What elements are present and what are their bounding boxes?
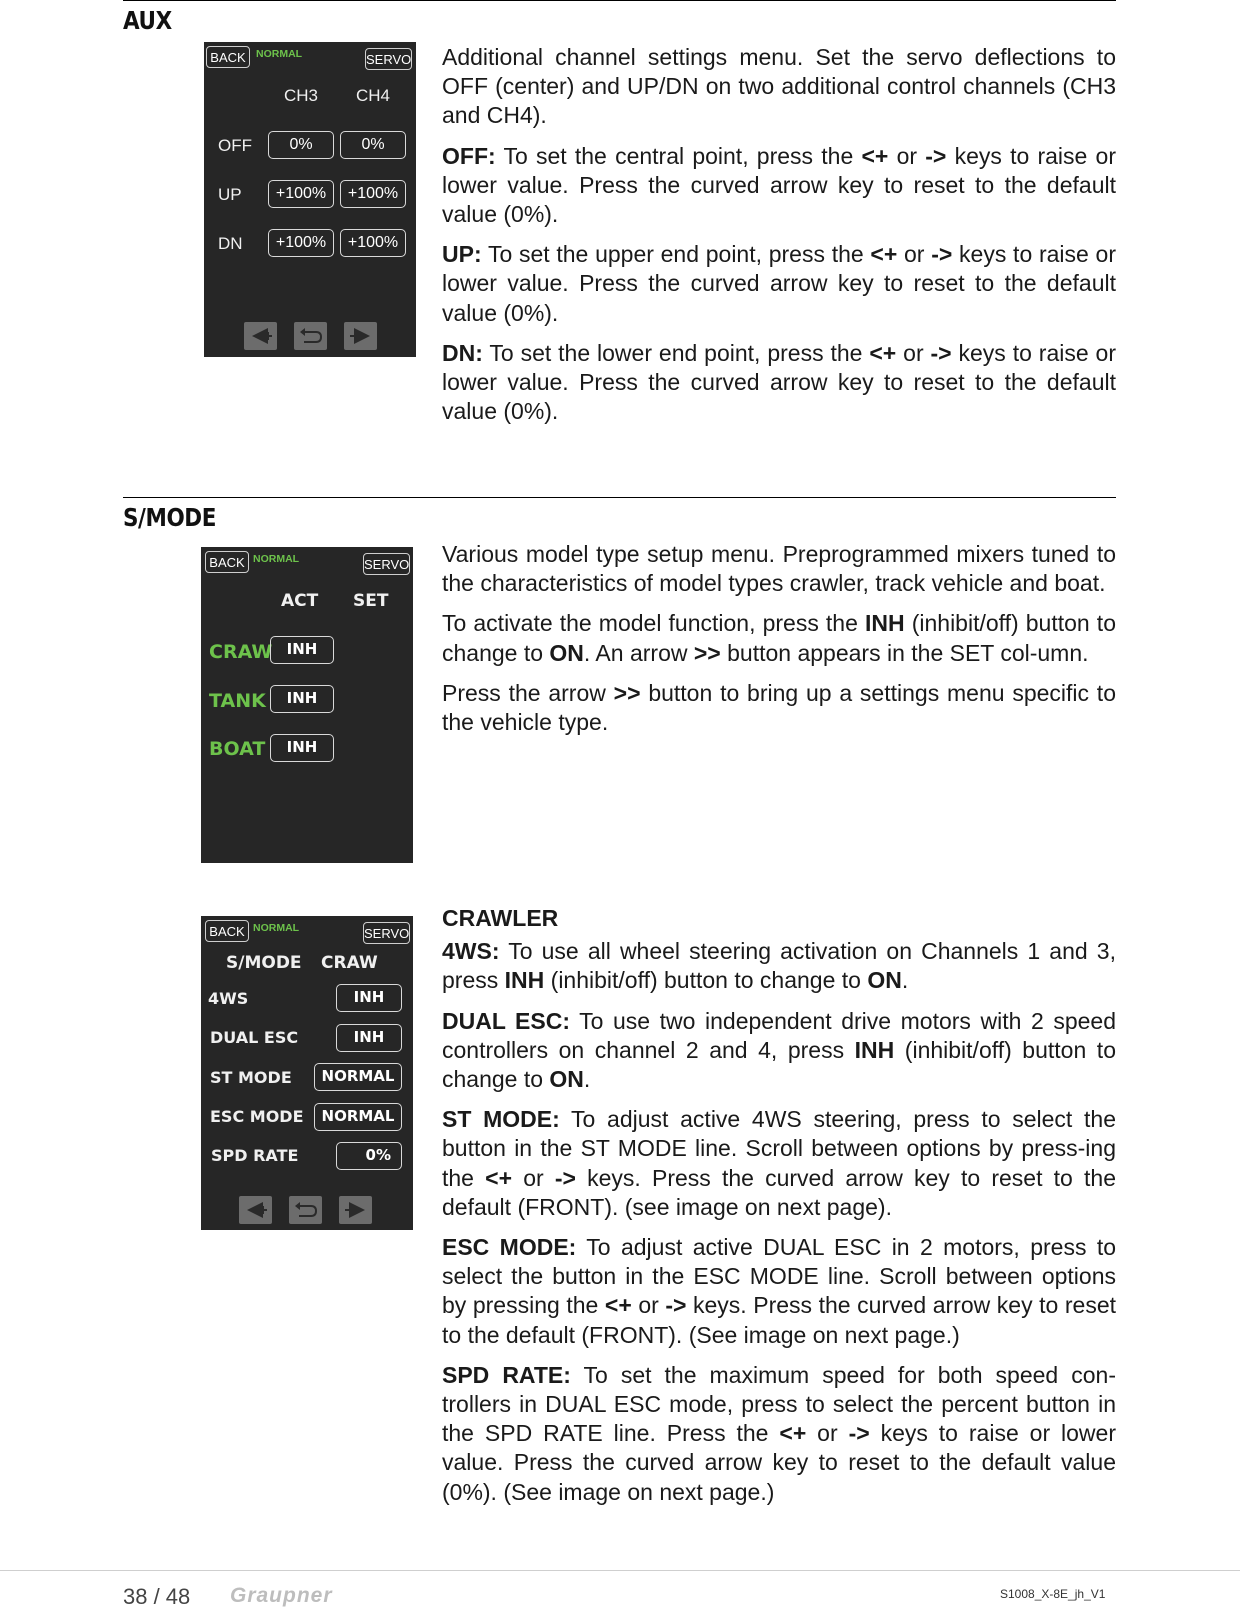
boat-inh-button[interactable]: INH bbox=[270, 734, 334, 762]
servo-button[interactable]: SERVO bbox=[363, 553, 410, 575]
smode-intro: Various model type setup menu. Preprogrammed mixers tuned to the characteristics of model types crawler, track vehicle and boat. bbox=[442, 541, 1116, 597]
crawler-description bbox=[442, 904, 1116, 1518]
col-set-header: SET bbox=[353, 591, 389, 611]
fws-paragraph: 4WS: To use all wheel steering activation on Channels 1 and 3, press INH (inhibit/off) button to change to ON. bbox=[442, 938, 1116, 994]
row-label-up: UP bbox=[218, 185, 242, 204]
4ws-inh-button[interactable]: INH bbox=[336, 984, 402, 1012]
dn-ch4-value[interactable]: +100% bbox=[340, 229, 406, 257]
esc-mode-paragraph: ESC MODE: To adjust active DUAL ESC in 2 motors, press to select the button in the ESC MODE line. Scroll between options by pressing the <+ or -> keys. Press the curved arrow key to reset to the default (FRONT). (See image on next page.) bbox=[442, 1234, 1117, 1348]
col-act-header: ACT bbox=[281, 591, 319, 611]
tank-inh-button[interactable]: INH bbox=[270, 685, 334, 713]
off-term: OFF: bbox=[442, 142, 496, 169]
back-button[interactable]: BACK bbox=[206, 46, 250, 68]
spd-rate-paragraph: SPD RATE: To set the maximum speed for both speed con-trollers in DUAL ESC mode, press to select the percent button in the SPD RATE line. Press the <+ or -> keys to raise or lower value. Press the curved arrow key to reset to the default value (0%). (See image on next page.) bbox=[442, 1361, 1116, 1505]
mode-tag: NORMAL bbox=[253, 553, 300, 565]
section-title-smode: S/MODE bbox=[123, 503, 216, 532]
footer-rule bbox=[0, 1570, 1240, 1571]
right-arrow-key-icon[interactable] bbox=[339, 1196, 372, 1224]
aux-screen bbox=[204, 42, 416, 357]
crawler-screen bbox=[201, 916, 413, 1230]
crawler-inh-button[interactable]: INH bbox=[270, 636, 334, 664]
row-label-off: OFF bbox=[218, 136, 252, 155]
brand-logo: Graupner bbox=[230, 1584, 333, 1607]
aux-dn-paragraph: DN: To set the lower end point, press the <+ or -> keys to raise or lower value. Press the curved arrow key to reset to the default value (0%). bbox=[442, 339, 1117, 425]
model-crawler-label: CRAW bbox=[209, 641, 273, 663]
aux-description bbox=[442, 43, 1116, 437]
left-arrow-key-icon[interactable] bbox=[244, 322, 277, 350]
mode-tag: NORMAL bbox=[253, 922, 300, 934]
row-label-spd-rate: SPD RATE bbox=[211, 1146, 299, 1165]
model-tank-label: TANK bbox=[209, 690, 266, 712]
right-arrow-key-icon[interactable] bbox=[344, 322, 377, 350]
back-button[interactable]: BACK bbox=[205, 920, 249, 942]
row-label-st-mode: ST MODE bbox=[210, 1068, 292, 1087]
crawler-heading: CRAWLER bbox=[442, 905, 559, 931]
row-label-dual-esc: DUAL ESC bbox=[210, 1028, 299, 1047]
row-label-esc-mode: ESC MODE bbox=[210, 1107, 304, 1126]
section-title-aux: AUX bbox=[123, 6, 172, 35]
spd-rate-value[interactable]: 0% bbox=[336, 1142, 402, 1170]
dual-esc-paragraph: DUAL ESC: To use two independent drive motors with 2 speed controllers on channel 2 and 4, press INH (inhibit/off) button to change to ON. bbox=[442, 1007, 1116, 1093]
servo-button[interactable]: SERVO bbox=[365, 48, 412, 70]
smode-description bbox=[442, 540, 1116, 748]
section-rule-smode bbox=[123, 497, 1116, 498]
screen-header-smode: S/MODE bbox=[226, 953, 302, 973]
col-ch4-header: CH4 bbox=[356, 86, 391, 105]
row-label-4ws: 4WS bbox=[208, 989, 249, 1008]
dn-term: DN: bbox=[442, 339, 483, 366]
smode-screen bbox=[201, 547, 413, 863]
mode-tag: NORMAL bbox=[256, 48, 303, 60]
up-term: UP: bbox=[442, 241, 482, 268]
row-label-dn: DN bbox=[218, 234, 243, 253]
left-arrow-key-icon[interactable] bbox=[239, 1196, 272, 1224]
up-ch4-value[interactable]: +100% bbox=[340, 180, 406, 208]
up-ch3-value[interactable]: +100% bbox=[268, 180, 334, 208]
page-number: 38 / 48 bbox=[123, 1584, 191, 1609]
st-mode-paragraph: ST MODE: To adjust active 4WS steering, press to select the button in the ST MODE line. Scroll between options by press-ing the <+ or -> keys. Press the curved arrow key to reset to the default (FRONT). (see image on next page). bbox=[442, 1106, 1116, 1220]
aux-off-paragraph: OFF: To set the central point, press the <+ or -> keys to raise or lower value. Press the curved arrow key to reset to the default value (0%). bbox=[442, 142, 1117, 228]
off-ch4-value[interactable]: 0% bbox=[340, 131, 406, 159]
screen-header-craw: CRAW bbox=[321, 953, 378, 973]
smode-activate-paragraph: To activate the model function, press the INH (inhibit/off) button to change to ON. An arrow >> button appears in the SET col-umn. bbox=[442, 610, 1116, 666]
st-mode-button[interactable]: NORMAL bbox=[314, 1063, 402, 1091]
dual-esc-inh-button[interactable]: INH bbox=[336, 1024, 402, 1052]
back-button[interactable]: BACK bbox=[205, 551, 249, 573]
document-id: S1008_X-8E_jh_V1 bbox=[1000, 1587, 1106, 1601]
smode-arrow-paragraph: Press the arrow >> button to bring up a settings menu specific to the vehicle type. bbox=[442, 679, 1116, 736]
curved-arrow-reset-icon[interactable] bbox=[294, 322, 327, 350]
col-ch3-header: CH3 bbox=[284, 86, 319, 105]
aux-intro: Additional channel settings menu. Set the servo deflections to OFF (center) and UP/DN on two additional control channels (CH3 and CH4). bbox=[442, 44, 1116, 129]
model-boat-label: BOAT bbox=[209, 738, 266, 760]
off-ch3-value[interactable]: 0% bbox=[268, 131, 334, 159]
curved-arrow-reset-icon[interactable] bbox=[289, 1196, 322, 1224]
servo-button[interactable]: SERVO bbox=[363, 922, 410, 944]
dn-ch3-value[interactable]: +100% bbox=[268, 229, 334, 257]
aux-up-paragraph: UP: To set the upper end point, press the <+ or -> keys to raise or lower value. Press the curved arrow key to reset to the default value (0%). bbox=[442, 241, 1116, 326]
esc-mode-button[interactable]: NORMAL bbox=[314, 1103, 402, 1131]
section-rule-aux bbox=[123, 0, 1116, 1]
